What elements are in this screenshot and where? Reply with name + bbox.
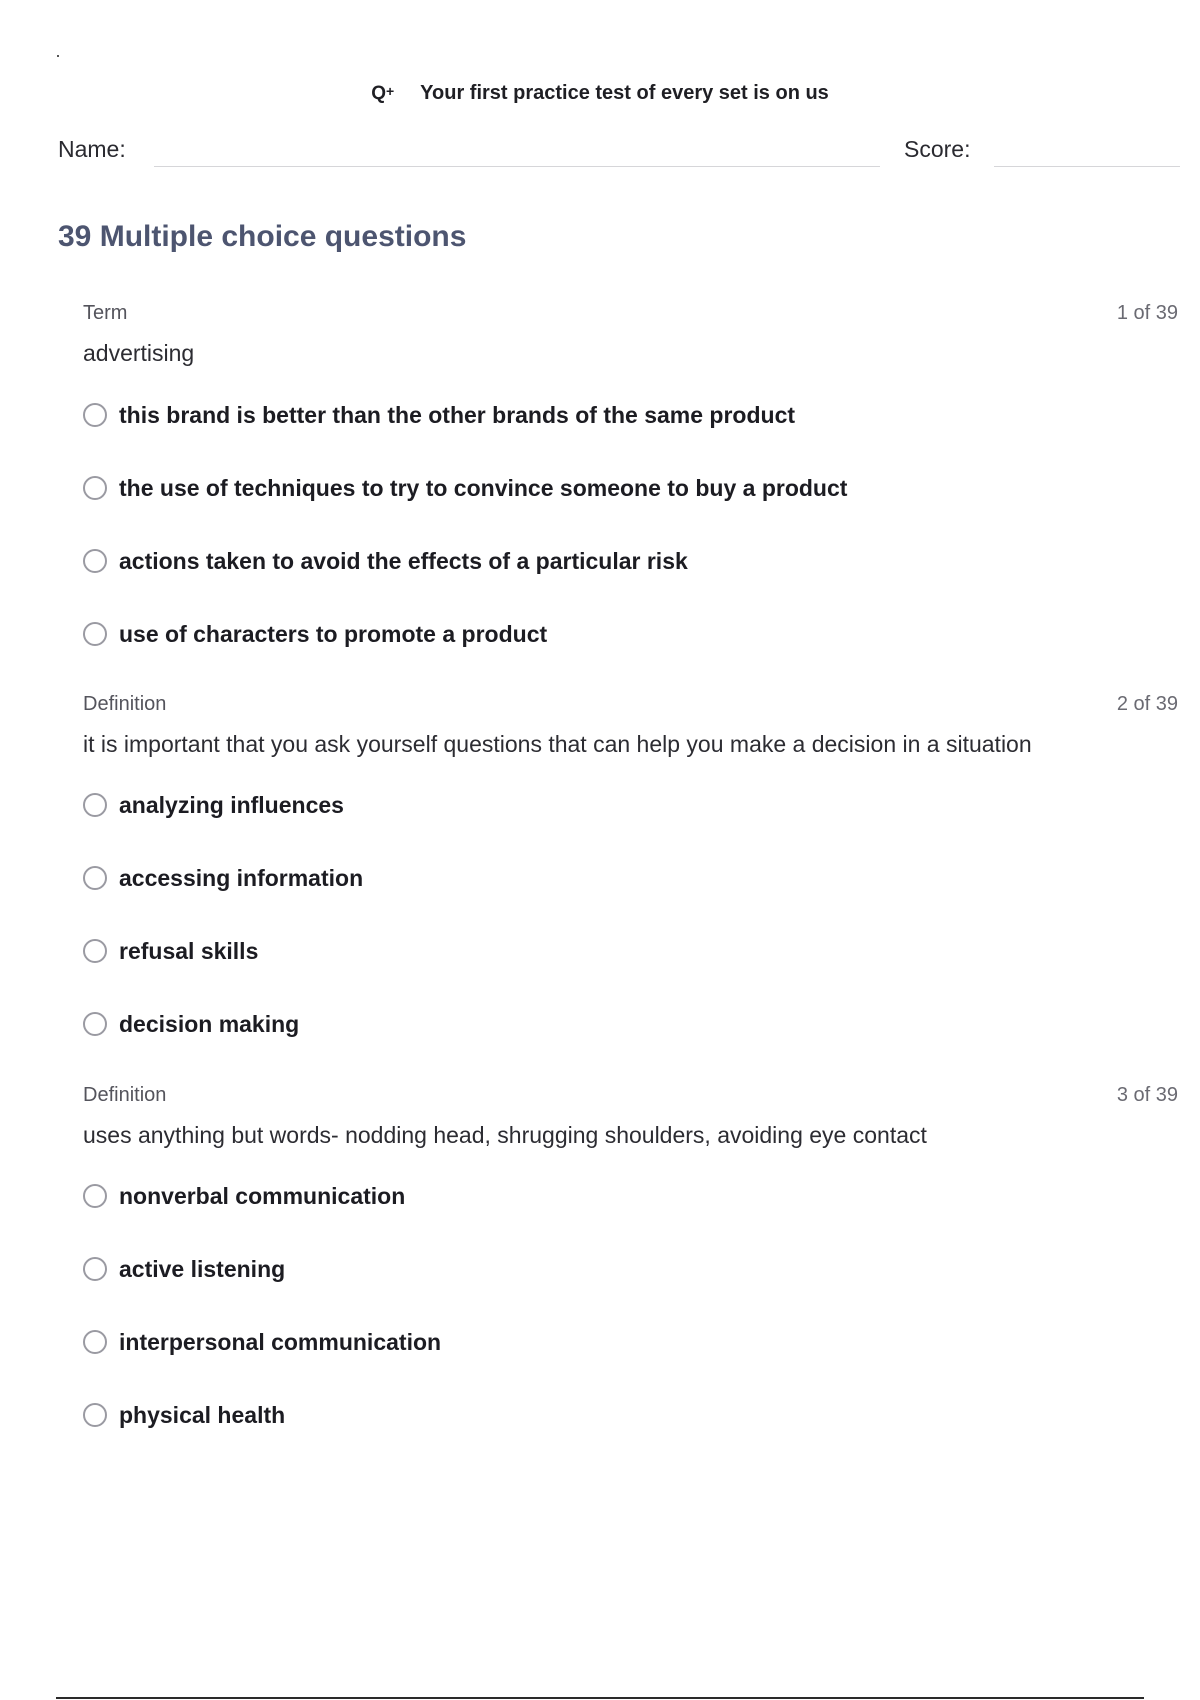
radio-button[interactable] xyxy=(83,1330,107,1354)
answer-option[interactable] xyxy=(83,935,258,967)
answer-option[interactable] xyxy=(83,618,547,650)
answer-option[interactable] xyxy=(83,1399,285,1431)
page-bottom-rule xyxy=(56,1697,1144,1699)
stray-dot xyxy=(57,55,59,57)
answer-label: this brand is better than the other brands of the same product xyxy=(119,401,796,428)
promo-text: Your first practice test of every set is on us xyxy=(420,82,829,104)
question-card xyxy=(83,693,1178,1037)
radio-button[interactable] xyxy=(83,939,107,963)
answer-option[interactable] xyxy=(83,399,795,431)
answer-label: interpersonal communication xyxy=(119,1328,442,1355)
radio-button[interactable] xyxy=(83,1012,107,1036)
answer-option[interactable] xyxy=(83,789,344,821)
radio-button[interactable] xyxy=(83,793,107,817)
answer-label: accessing information xyxy=(119,864,364,891)
answer-label: analyzing influences xyxy=(119,791,344,818)
radio-button[interactable] xyxy=(83,476,107,500)
question-type: Definition xyxy=(83,693,167,715)
answer-label: active listening xyxy=(119,1255,286,1282)
answer-label: decision making xyxy=(119,1010,300,1037)
question-card xyxy=(83,302,1178,647)
score-label: Score: xyxy=(904,136,971,162)
score-field[interactable] xyxy=(994,166,1180,167)
quizlet-plus-icon: Q+ xyxy=(371,83,395,104)
section-title: 39 Multiple choice questions xyxy=(58,220,467,253)
radio-button[interactable] xyxy=(83,1403,107,1427)
answer-label: refusal skills xyxy=(119,937,259,964)
answer-option[interactable] xyxy=(83,1008,299,1040)
name-field[interactable] xyxy=(154,166,880,167)
answer-option[interactable] xyxy=(83,862,363,894)
question-prompt: it is important that you ask yourself questions that can help you make a decision in a situation xyxy=(83,731,1032,757)
promo-banner xyxy=(0,82,1200,105)
radio-button[interactable] xyxy=(83,403,107,427)
question-card xyxy=(83,1084,1178,1428)
question-prompt: advertising xyxy=(83,340,195,366)
answer-option[interactable] xyxy=(83,1253,285,1285)
radio-button[interactable] xyxy=(83,549,107,573)
answer-label: actions taken to avoid the effects of a particular risk xyxy=(119,547,688,574)
answer-label: use of characters to promote a product xyxy=(119,620,548,647)
answer-option[interactable] xyxy=(83,472,847,504)
answer-label: physical health xyxy=(119,1401,286,1428)
radio-button[interactable] xyxy=(83,622,107,646)
question-prompt: uses anything but words- nodding head, shrugging shoulders, avoiding eye contact xyxy=(83,1122,927,1148)
answer-option[interactable] xyxy=(83,1180,405,1212)
question-counter: 3 of 39 xyxy=(1116,1084,1178,1106)
radio-button[interactable] xyxy=(83,1257,107,1281)
radio-button[interactable] xyxy=(83,1184,107,1208)
question-counter: 2 of 39 xyxy=(1116,693,1178,715)
answer-option[interactable] xyxy=(83,1326,441,1358)
answer-label: nonverbal communication xyxy=(119,1182,406,1209)
question-type: Definition xyxy=(83,1084,167,1106)
name-label: Name: xyxy=(58,136,126,162)
answer-option[interactable] xyxy=(83,545,688,577)
answer-label: the use of techniques to try to convince someone to buy a product xyxy=(119,474,848,501)
question-counter: 1 of 39 xyxy=(1116,302,1178,324)
radio-button[interactable] xyxy=(83,866,107,890)
question-type: Term xyxy=(83,302,128,324)
name-score-row xyxy=(58,136,1178,170)
